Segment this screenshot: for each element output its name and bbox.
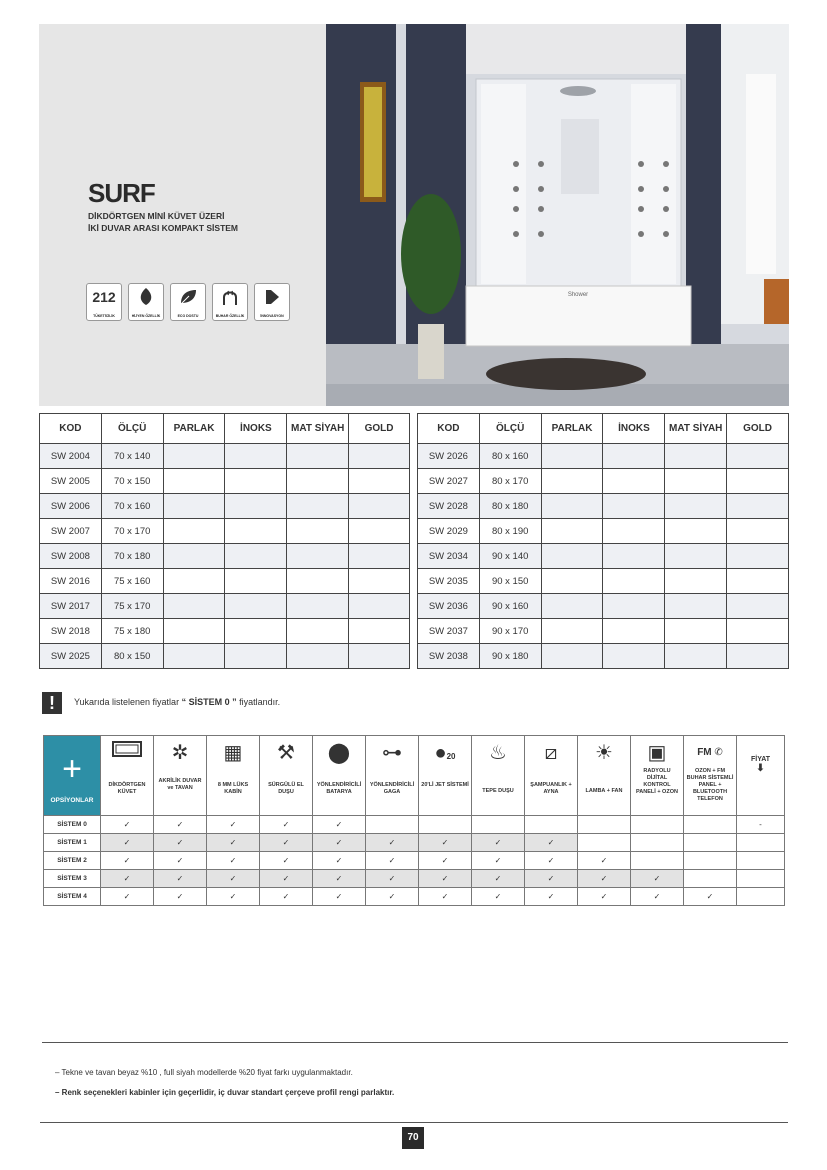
check-icon: ✓ [472, 888, 525, 906]
options-row [44, 816, 785, 834]
cell-gold [349, 569, 410, 594]
check-icon: ✓ [260, 834, 313, 852]
col-olcu: ÖLÇÜ [101, 414, 163, 444]
check-icon: ✓ [419, 888, 472, 906]
price-cell [737, 888, 785, 906]
opt-batarya [313, 736, 366, 816]
cell-gold [349, 494, 410, 519]
page-number: 70 [402, 1127, 424, 1149]
col-inoks: İNOKS [603, 414, 665, 444]
cell-olcu: 90 x 140 [479, 544, 541, 569]
note-highlight: “ SİSTEM 0 ” [181, 697, 237, 707]
opt-caption: 20'Lİ JET SİSTEMİ [421, 782, 469, 788]
table-row [418, 444, 789, 469]
cell-mat-siyah [287, 569, 349, 594]
cell-kod: SW 2026 [418, 444, 480, 469]
table-row [40, 569, 410, 594]
plus-icon: + [62, 750, 82, 788]
feature-label: HİJYEN ÖZELLİK [131, 314, 161, 318]
table-row [418, 619, 789, 644]
cell-mat-siyah [665, 519, 727, 544]
opt-caption: OZON + FM BUHAR SİSTEMLİ PANEL + BLUETOOTH TELEFON [686, 768, 734, 802]
opt-akrilik [154, 736, 207, 816]
cell-parlak [163, 494, 225, 519]
cell-kod: SW 2037 [418, 619, 480, 644]
table-row [40, 444, 410, 469]
cell-gold [349, 519, 410, 544]
opt-ozon-fm [684, 736, 737, 816]
cell-parlak [163, 444, 225, 469]
opt-caption: RADYOLU DİJİTAL KONTROL PANELİ + OZON [636, 768, 678, 795]
footnote-1: – Tekne ve tavan beyaz %10 , full siyah modellerde %20 fiyat farkı uygulanmaktadır. [55, 1068, 353, 1077]
control-panel-icon: ▣ [647, 742, 667, 764]
cell-gold [349, 644, 410, 669]
cell-kod: SW 2017 [40, 594, 102, 619]
cell-olcu: 70 x 170 [101, 519, 163, 544]
cell-parlak [541, 469, 603, 494]
cell-kod: SW 2029 [418, 519, 480, 544]
cell-parlak [163, 519, 225, 544]
cell-mat-siyah [287, 469, 349, 494]
empty-cell [631, 852, 684, 870]
opt-caption: ŞAMPUANLIK + AYNA [530, 782, 572, 795]
check-icon: ✓ [154, 852, 207, 870]
check-icon: ✓ [419, 834, 472, 852]
cell-olcu: 70 x 140 [101, 444, 163, 469]
cell-olcu: 80 x 150 [101, 644, 163, 669]
fm-label: FM [697, 747, 712, 758]
photo-brand: Shower [567, 292, 589, 298]
cell-mat-siyah [287, 519, 349, 544]
warning-icon: ! [42, 692, 62, 714]
check-icon: ✓ [101, 870, 154, 888]
cell-olcu: 80 x 180 [479, 494, 541, 519]
feature-number: 212 [92, 289, 116, 305]
cell-mat-siyah [287, 494, 349, 519]
table-row [40, 644, 410, 669]
col-gold: GOLD [349, 414, 410, 444]
check-icon: ✓ [260, 852, 313, 870]
cell-inoks [603, 469, 665, 494]
cell-inoks [603, 619, 665, 644]
cell-kod: SW 2016 [40, 569, 102, 594]
feature-innovasyon [254, 283, 290, 321]
check-icon: ✓ [101, 888, 154, 906]
cell-inoks [225, 594, 287, 619]
cell-kod: SW 2004 [40, 444, 102, 469]
empty-cell [684, 816, 737, 834]
cell-mat-siyah [665, 494, 727, 519]
check-icon: ✓ [207, 870, 260, 888]
cell-inoks [225, 469, 287, 494]
table-row [418, 519, 789, 544]
bathtub-icon [101, 738, 153, 768]
note-suffix: fiyatlandır. [239, 697, 281, 707]
note-text [74, 697, 280, 707]
opt-jet [419, 736, 472, 816]
cell-parlak [541, 569, 603, 594]
cell-olcu: 90 x 160 [479, 594, 541, 619]
cell-parlak [163, 619, 225, 644]
cell-parlak [163, 569, 225, 594]
bottom-divider [40, 1122, 788, 1123]
table-row [418, 569, 789, 594]
cell-inoks [225, 569, 287, 594]
cabin-icon: ▦ [223, 742, 243, 764]
cell-olcu: 70 x 180 [101, 544, 163, 569]
cell-inoks [603, 594, 665, 619]
check-icon: ✓ [366, 834, 419, 852]
table-row [418, 644, 789, 669]
opt-lamba-fan [578, 736, 631, 816]
check-icon: ✓ [260, 816, 313, 834]
cell-gold [349, 469, 410, 494]
opt-tepe-dusu [472, 736, 525, 816]
cell-gold [349, 444, 410, 469]
system-label: SİSTEM 3 [44, 870, 101, 888]
feature-eco [170, 283, 206, 321]
cell-olcu: 80 x 160 [479, 444, 541, 469]
bluetooth-phone-icon: FM ✆ [697, 747, 723, 758]
cell-gold [727, 519, 789, 544]
check-icon: ✓ [525, 888, 578, 906]
cell-mat-siyah [665, 644, 727, 669]
leaf-icon [129, 287, 163, 313]
price-cell [737, 852, 785, 870]
opt-sampuanlik [525, 736, 578, 816]
table-row [40, 519, 410, 544]
cell-parlak [541, 594, 603, 619]
cell-kod: SW 2006 [40, 494, 102, 519]
cell-gold [727, 469, 789, 494]
cell-parlak [163, 469, 225, 494]
check-icon: ✓ [631, 888, 684, 906]
check-icon: ✓ [472, 834, 525, 852]
cell-gold [727, 644, 789, 669]
check-icon: ✓ [207, 888, 260, 906]
empty-cell [419, 816, 472, 834]
empty-cell [578, 834, 631, 852]
cell-gold [727, 594, 789, 619]
table-header [40, 414, 410, 444]
cell-olcu: 75 x 160 [101, 569, 163, 594]
subtitle-line-2: İKİ DUVAR ARASI KOMPAKT SİSTEM [88, 223, 239, 233]
check-icon: ✓ [578, 852, 631, 870]
col-gold: GOLD [727, 414, 789, 444]
price-cell [737, 870, 785, 888]
check-icon: ✓ [260, 888, 313, 906]
table-row [418, 544, 789, 569]
table-row [418, 469, 789, 494]
subtitle-line-1: DİKDÖRTGEN MİNİ KÜVET ÜZERİ [88, 211, 225, 221]
cell-gold [727, 444, 789, 469]
cell-gold [727, 494, 789, 519]
check-icon: ✓ [313, 816, 366, 834]
check-icon: ✓ [101, 834, 154, 852]
col-kod: KOD [40, 414, 102, 444]
cell-kod: SW 2005 [40, 469, 102, 494]
check-icon: ✓ [154, 888, 207, 906]
cell-kod: SW 2025 [40, 644, 102, 669]
cell-inoks [603, 519, 665, 544]
check-icon: ✓ [366, 888, 419, 906]
col-kod: KOD [418, 414, 480, 444]
cell-gold [349, 544, 410, 569]
cell-olcu: 90 x 150 [479, 569, 541, 594]
empty-cell [684, 870, 737, 888]
cell-kod: SW 2007 [40, 519, 102, 544]
cell-inoks [603, 494, 665, 519]
options-row [44, 834, 785, 852]
check-icon: ✓ [631, 870, 684, 888]
opt-fiyat [737, 736, 785, 816]
lamp-fan-icon: ☀ [595, 742, 613, 764]
options-row [44, 870, 785, 888]
cell-parlak [163, 544, 225, 569]
cell-olcu: 70 x 160 [101, 494, 163, 519]
product-photo [326, 24, 789, 406]
cell-parlak [541, 619, 603, 644]
footnote-2: – Renk seçenekleri kabinler için geçerlidir, iç duvar standart çerçeve profil rengi parlaktır. [55, 1088, 395, 1097]
options-body [44, 816, 785, 906]
cell-inoks [225, 519, 287, 544]
cell-inoks [225, 444, 287, 469]
cell-gold [349, 619, 410, 644]
cell-parlak [541, 519, 603, 544]
empty-cell [631, 816, 684, 834]
cell-olcu: 70 x 150 [101, 469, 163, 494]
cell-mat-siyah [665, 544, 727, 569]
col-mat-siyah: MAT SİYAH [665, 414, 727, 444]
cell-kod: SW 2027 [418, 469, 480, 494]
opt-caption: LAMBA + FAN [585, 788, 623, 794]
cell-inoks [603, 644, 665, 669]
check-icon: ✓ [154, 834, 207, 852]
opt-caption: TEPE DUŞU [482, 788, 514, 794]
shower-cabin-illustration [326, 24, 789, 406]
table-row [418, 494, 789, 519]
product-table-left [39, 413, 410, 669]
cell-parlak [163, 594, 225, 619]
check-icon: ✓ [101, 816, 154, 834]
cell-parlak [541, 494, 603, 519]
col-parlak: PARLAK [541, 414, 603, 444]
opt-kuvet [101, 736, 154, 816]
options-label-cell [44, 736, 101, 816]
feature-label: İNNOVASYON [260, 314, 284, 318]
cell-olcu: 80 x 170 [479, 469, 541, 494]
jet-count: 20 [446, 752, 456, 761]
cell-mat-siyah [287, 444, 349, 469]
arrow-down-icon: ⬇ [756, 763, 765, 774]
col-olcu: ÖLÇÜ [479, 414, 541, 444]
check-icon: ✓ [366, 870, 419, 888]
opt-el-dusu [260, 736, 313, 816]
check-icon: ✓ [419, 870, 472, 888]
feature-label: ECO DOSTU [177, 314, 199, 318]
check-icon: ✓ [578, 870, 631, 888]
cell-olcu: 90 x 180 [479, 644, 541, 669]
cell-parlak [541, 644, 603, 669]
feature-label: TÜKETİCİLİK [93, 314, 115, 318]
cell-inoks [225, 544, 287, 569]
cell-mat-siyah [665, 619, 727, 644]
check-icon: ✓ [525, 870, 578, 888]
cell-inoks [603, 569, 665, 594]
check-icon: ✓ [313, 888, 366, 906]
cell-mat-siyah [665, 594, 727, 619]
cell-gold [727, 619, 789, 644]
cell-mat-siyah [665, 444, 727, 469]
check-icon: ✓ [154, 816, 207, 834]
cell-kod: SW 2018 [40, 619, 102, 644]
empty-cell [684, 852, 737, 870]
check-icon: ✓ [525, 834, 578, 852]
table-row [40, 544, 410, 569]
cell-mat-siyah [287, 544, 349, 569]
check-icon: ✓ [366, 852, 419, 870]
rain-shower-icon: ✲ [171, 742, 189, 764]
cell-kod: SW 2034 [418, 544, 480, 569]
options-table [43, 735, 785, 906]
cell-gold [727, 544, 789, 569]
table-row [40, 619, 410, 644]
check-icon: ✓ [525, 852, 578, 870]
product-title: SURF [88, 178, 155, 208]
options-label: OPSİYONLAR [50, 797, 94, 804]
table-row [40, 469, 410, 494]
opt-caption: SÜRGÜLÜ EL DUŞU [268, 782, 304, 795]
empty-cell [631, 834, 684, 852]
cell-kod: SW 2035 [418, 569, 480, 594]
cell-mat-siyah [665, 469, 727, 494]
cell-inoks [603, 544, 665, 569]
cell-olcu: 90 x 170 [479, 619, 541, 644]
jet-system-icon: ●20 [434, 742, 456, 764]
cell-gold [727, 569, 789, 594]
eco-icon [171, 287, 205, 313]
options-row [44, 852, 785, 870]
product-table-right [417, 413, 789, 669]
cell-inoks [603, 444, 665, 469]
check-icon: ✓ [313, 870, 366, 888]
shelf-mirror-icon: ⧄ [544, 742, 558, 764]
cell-mat-siyah [287, 644, 349, 669]
footer-divider [42, 1042, 788, 1043]
cell-parlak [541, 444, 603, 469]
options-row [44, 888, 785, 906]
check-icon: ✓ [207, 834, 260, 852]
empty-cell [684, 834, 737, 852]
check-icon: ✓ [207, 816, 260, 834]
empty-cell [366, 816, 419, 834]
price-cell [737, 834, 785, 852]
opt-caption: YÖNLENDİRİCİLİ BATARYA [316, 782, 362, 795]
check-icon: ✓ [419, 852, 472, 870]
cell-kod: SW 2028 [418, 494, 480, 519]
col-inoks: İNOKS [225, 414, 287, 444]
cell-inoks [225, 619, 287, 644]
note-prefix: Yukarıda listelenen fiyatlar [74, 697, 180, 707]
opt-gaga [366, 736, 419, 816]
table-row [40, 494, 410, 519]
cell-inoks [225, 494, 287, 519]
check-icon: ✓ [260, 870, 313, 888]
check-icon: ✓ [684, 888, 737, 906]
cell-parlak [163, 644, 225, 669]
table-row [418, 594, 789, 619]
cell-parlak [541, 544, 603, 569]
cell-olcu: 75 x 180 [101, 619, 163, 644]
empty-cell [578, 816, 631, 834]
opt-caption: DİKDÖRTGEN KÜVET [108, 782, 146, 795]
opt-caption: YÖNLENDİRİCİLİ GAGA [369, 782, 415, 795]
system-label: SİSTEM 2 [44, 852, 101, 870]
feature-buhar [212, 283, 248, 321]
shower-icon [255, 287, 289, 313]
check-icon: ✓ [101, 852, 154, 870]
feature-tuketicilik [86, 283, 122, 321]
cell-mat-siyah [287, 619, 349, 644]
product-subtitle [88, 210, 238, 234]
price-note [42, 690, 802, 716]
check-icon: ✓ [313, 852, 366, 870]
opt-caption: AKRİLİK DUVAR ve TAVAN [158, 778, 202, 791]
cell-kod: SW 2038 [418, 644, 480, 669]
cell-kod: SW 2036 [418, 594, 480, 619]
cell-mat-siyah [665, 569, 727, 594]
cell-olcu: 75 x 170 [101, 594, 163, 619]
table-header [418, 414, 789, 444]
price-header: FİYAT [750, 756, 771, 763]
opt-caption: 8 MM LÜKS KABİN [217, 782, 249, 795]
mixer-icon: ⬤ [327, 742, 351, 764]
check-icon: ✓ [313, 834, 366, 852]
feature-label: BUHAR ÖZELLİK [215, 314, 245, 318]
opt-kabin [207, 736, 260, 816]
check-icon: ✓ [472, 870, 525, 888]
check-icon: ✓ [472, 852, 525, 870]
steam-icon [213, 287, 247, 313]
feature-hijyen [128, 283, 164, 321]
cell-inoks [225, 644, 287, 669]
overhead-shower-icon: ♨ [489, 742, 507, 764]
col-mat-siyah: MAT SİYAH [287, 414, 349, 444]
cell-kod: SW 2008 [40, 544, 102, 569]
empty-cell [472, 816, 525, 834]
opt-radyolu-panel [631, 736, 684, 816]
check-icon: ✓ [578, 888, 631, 906]
empty-cell [525, 816, 578, 834]
cell-olcu: 80 x 190 [479, 519, 541, 544]
table-row [40, 594, 410, 619]
cell-gold [349, 594, 410, 619]
cell-mat-siyah [287, 594, 349, 619]
system-label: SİSTEM 4 [44, 888, 101, 906]
options-header-row [44, 736, 785, 816]
col-parlak: PARLAK [163, 414, 225, 444]
check-icon: ✓ [207, 852, 260, 870]
price-cell: - [737, 816, 785, 834]
system-label: SİSTEM 0 [44, 816, 101, 834]
check-icon: ✓ [154, 870, 207, 888]
hand-shower-icon: ⚒ [277, 742, 295, 764]
faucet-icon: ⊶ [382, 742, 402, 764]
system-label: SİSTEM 1 [44, 834, 101, 852]
